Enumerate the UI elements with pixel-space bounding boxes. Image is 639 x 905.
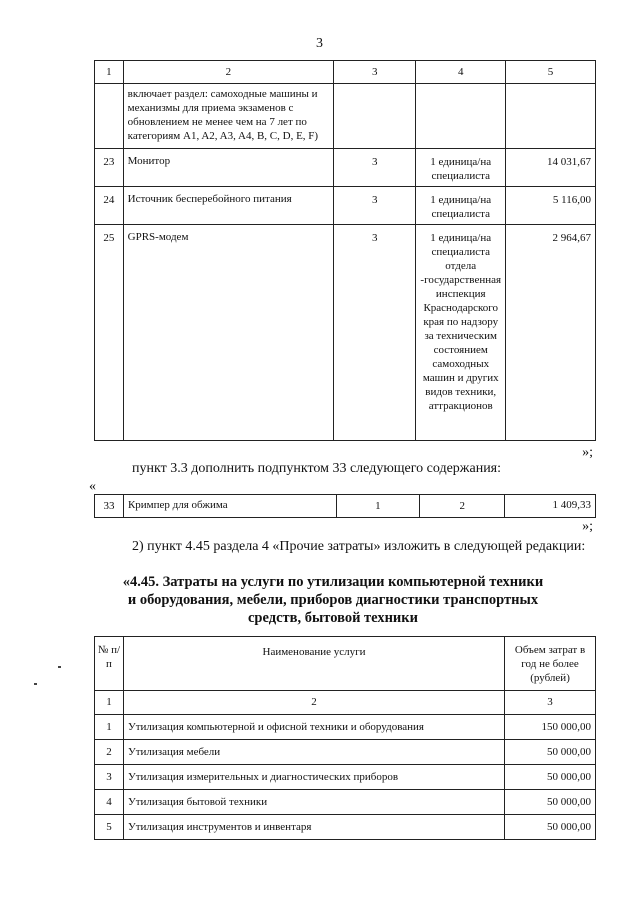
open-quote: « <box>89 479 96 494</box>
scan-mark <box>58 666 61 668</box>
table-row <box>95 84 596 149</box>
closing-mark: »; <box>582 445 593 460</box>
equipment-table <box>94 60 596 441</box>
col-header-name: Наименование услуги <box>123 637 504 691</box>
table-row: 4 Утилизация бытовой техники 50 000,00 <box>95 790 596 815</box>
table-header-row <box>95 61 596 84</box>
table-row: 24 Источник бесперебойного питания 3 1 единица/на специалиста 5 116,00 <box>95 187 596 225</box>
table-row: 5 Утилизация инструментов и инвентаря 50 000,00 <box>95 815 596 840</box>
table-row: 33 Кримпер для обжима 1 2 1 409,33 <box>95 495 596 518</box>
scan-mark <box>34 683 37 685</box>
section-heading: «4.45. Затраты на услуги по утилизации компьютерной техники и оборудования, мебели, приборов диагностики транспортных средств, бытовой техники <box>122 574 544 626</box>
crimper-table <box>94 494 596 518</box>
col-header: 5 <box>506 61 596 84</box>
table-row: 25 GPRS-модем 3 1 единица/на специалиста отдела -государственная инспекция Краснодарского края по надзору за техническим состоянием самоходных машин и других видов техники, аттракционов 2 964,67 <box>95 225 596 441</box>
col-header-cost: Объем затрат в год не более (рублей) <box>505 637 596 691</box>
col-header: 1 <box>95 61 124 84</box>
paragraph-subclause: пункт 3.3 дополнить подпунктом 33 следующего содержания: <box>132 461 502 476</box>
col-header: 3 <box>334 61 416 84</box>
continuation-text: включает раздел: самоходные машины и механизмы для приема экзаменов с обновлением не менее чем на 7 лет по категориям A1, A2, A3, A4, B, C, D, E, F) <box>123 84 333 149</box>
table-row: 2 Утилизация мебели 50 000,00 <box>95 740 596 765</box>
table-header-row <box>95 637 596 691</box>
col-header: 4 <box>416 61 506 84</box>
col-header-num: № п/п <box>95 637 124 691</box>
table-row: 1 Утилизация компьютерной и офисной техники и оборудования 150 000,00 <box>95 715 596 740</box>
col-header: 2 <box>123 61 333 84</box>
page-number: 3 <box>316 36 323 51</box>
disposal-table <box>94 636 596 840</box>
paragraph-amendment: 2) пункт 4.45 раздела 4 «Прочие затраты» изложить в следующей редакции: <box>132 539 586 554</box>
closing-mark: »; <box>582 519 593 534</box>
table-row: 3 Утилизация измерительных и диагностических приборов 50 000,00 <box>95 765 596 790</box>
table-index-row: 1 2 3 <box>95 691 596 715</box>
table-row: 23 Монитор 3 1 единица/на специалиста 14 031,67 <box>95 149 596 187</box>
